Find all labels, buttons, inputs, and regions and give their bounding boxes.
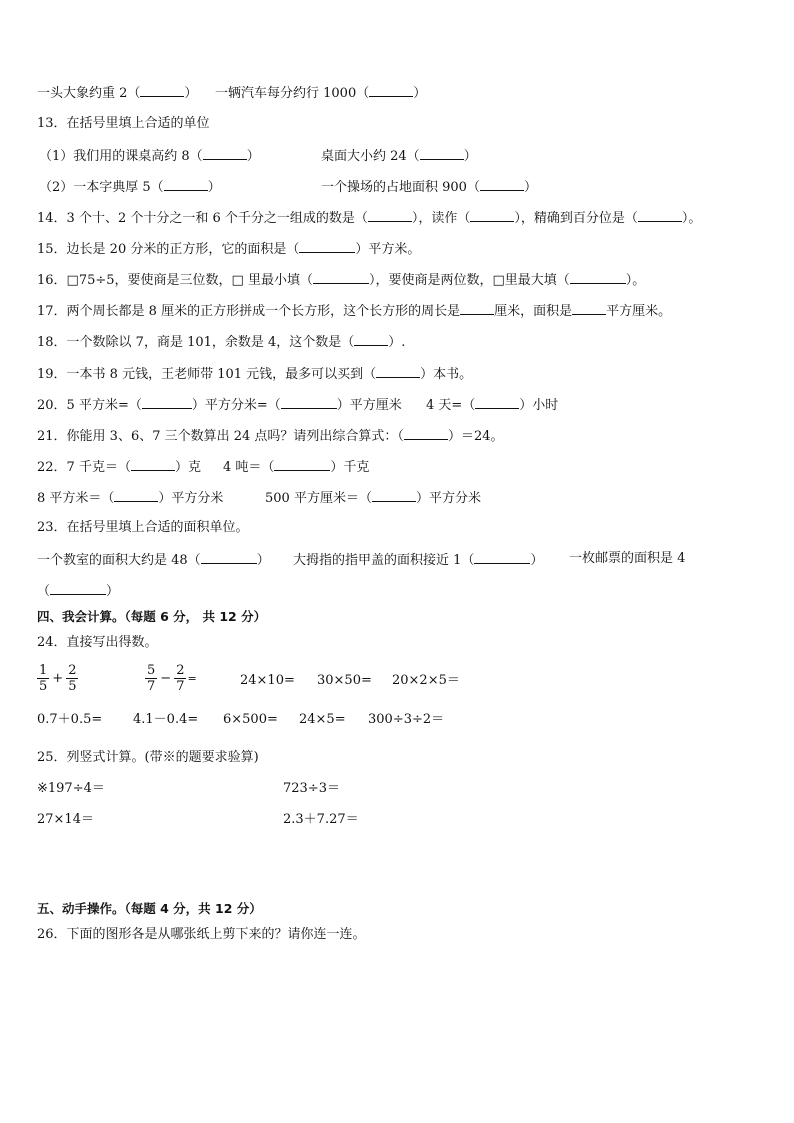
question-text: 18．一个数除以 7，商是 101，余数是 4，这个数是（ xyxy=(37,335,355,350)
line-segment xyxy=(37,426,503,446)
line-segment xyxy=(569,550,685,568)
question-text: 22．7 千克＝（ xyxy=(37,460,131,475)
answer-blank[interactable] xyxy=(274,457,330,471)
question-text: 4 吨＝（ xyxy=(223,460,275,475)
line-segment xyxy=(37,608,266,626)
question-text: 17．两个周长都是 8 厘米的正方形拼成一个长方形，这个长方形的周长是 xyxy=(37,304,461,319)
answer-blank[interactable] xyxy=(475,395,519,409)
question-text: 一个操场的占地面积 900（ xyxy=(321,180,480,195)
equals-sign: = xyxy=(187,671,197,685)
question-text: 五、动手操作。（每题 4 分，共 12 分） xyxy=(37,901,262,916)
line-segment xyxy=(39,177,221,197)
answer-blank[interactable] xyxy=(372,488,416,502)
denominator: 7 xyxy=(147,679,156,694)
answer-blank[interactable] xyxy=(638,208,682,222)
calc-problem: 20×2×5＝ xyxy=(392,673,460,688)
denominator: 5 xyxy=(39,679,48,694)
line-segment xyxy=(223,711,278,729)
question-text: （2）一本字典厚 5（ xyxy=(39,180,164,195)
question-text: 500 平方厘米＝（ xyxy=(265,491,372,506)
question-text: ）。 xyxy=(625,273,646,288)
operator: − xyxy=(160,670,172,686)
line-segment xyxy=(37,581,119,601)
question-text: 一个教室的面积大约是 48（ xyxy=(37,553,201,568)
answer-blank[interactable] xyxy=(164,177,208,191)
line-segment xyxy=(37,364,472,384)
question-text: ），要使商是两位数，□里最大填（ xyxy=(368,273,570,288)
answer-blank[interactable] xyxy=(203,146,247,160)
question-text: ）平方分米 xyxy=(415,491,481,506)
answer-blank[interactable] xyxy=(480,177,524,191)
question-text: 25．列竖式计算。(带※的题要求验算) xyxy=(37,750,259,765)
question-text: ），精确到百分位是（ xyxy=(514,211,638,226)
question-line-q23 xyxy=(37,519,757,537)
question-text: 4.1－0.4= xyxy=(133,712,199,727)
operator: + xyxy=(52,670,64,686)
question-text: 24．直接写出得数。 xyxy=(37,635,158,650)
line-segment xyxy=(37,301,671,321)
fraction xyxy=(37,663,49,694)
line-segment xyxy=(37,780,105,798)
question-line-q22a xyxy=(37,457,757,475)
question-line-q21 xyxy=(37,426,757,444)
question-line-sec5 xyxy=(37,900,757,918)
answer-blank[interactable] xyxy=(114,488,158,502)
question-text: 15．边长是 20 分米的正方形，它的面积是（ xyxy=(37,242,300,257)
question-text: 桌面大小约 24（ xyxy=(321,149,420,164)
question-text: ） xyxy=(246,149,260,164)
question-text: ）平方分米 xyxy=(158,491,224,506)
answer-blank[interactable] xyxy=(368,208,412,222)
line-segment xyxy=(133,711,198,729)
answer-blank[interactable] xyxy=(570,270,626,284)
line-segment xyxy=(223,457,369,477)
line-segment xyxy=(37,926,366,944)
question-line-q24b xyxy=(37,711,757,729)
question-text: 27×14＝ xyxy=(37,812,94,827)
question-text: 19．一本书 8 元钱，王老师带 101 元钱，最多可以买到（ xyxy=(37,367,377,382)
numerator: 1 xyxy=(39,663,48,678)
line-segment xyxy=(37,239,420,259)
answer-blank[interactable] xyxy=(474,550,530,564)
line-segment xyxy=(37,270,645,290)
question-line-q25a xyxy=(37,780,757,798)
line-segment xyxy=(283,780,340,798)
question-text: 26．下面的图形各是从哪张纸上剪下来的？请你连一连。 xyxy=(37,927,366,942)
line-segment xyxy=(37,488,223,508)
fraction xyxy=(174,663,186,694)
question-text: 300÷3÷2＝ xyxy=(368,712,445,727)
question-text: ）平方厘米 xyxy=(336,398,402,413)
question-text: 13．在括号里填上合适的单位 xyxy=(37,116,210,131)
question-text: ） xyxy=(413,86,427,101)
calc-row-fractions xyxy=(37,663,757,699)
question-line-sec4 xyxy=(37,608,757,626)
question-line-q25 xyxy=(37,749,757,767)
line-segment xyxy=(265,488,481,508)
line-segment xyxy=(37,811,94,829)
line-segment xyxy=(426,395,558,415)
line-segment xyxy=(37,208,701,228)
numerator: 2 xyxy=(176,663,185,678)
question-line-q13b xyxy=(37,177,757,195)
answer-blank[interactable] xyxy=(369,83,413,97)
question-text: 2.3＋7.27＝ xyxy=(283,812,359,827)
line-segment xyxy=(293,550,543,570)
question-text: 14．3 个十、2 个十分之一和 6 个千分之一组成的数是（ xyxy=(37,211,368,226)
question-text: ），读作（ xyxy=(411,211,471,226)
question-text: 16．□75÷5，要使商是三位数，□ 里最小填（ xyxy=(37,273,313,288)
question-text: ） xyxy=(256,553,270,568)
answer-blank[interactable] xyxy=(299,239,355,253)
question-text: 四、我会计算。（每题 6 分， 共 12 分） xyxy=(37,609,267,624)
question-text: 一枚邮票的面积是 4 xyxy=(569,551,686,566)
question-line-q25b xyxy=(37,811,757,829)
question-line-q23b xyxy=(37,581,757,599)
numerator: 5 xyxy=(147,663,156,678)
line-segment xyxy=(37,332,405,352)
numerator: 2 xyxy=(68,663,77,678)
answer-blank[interactable] xyxy=(131,457,175,471)
question-text: ） xyxy=(530,553,544,568)
question-text: 0.7＋0.5= xyxy=(37,712,103,727)
line-segment xyxy=(37,115,210,133)
question-line-q15 xyxy=(37,239,757,257)
question-text: （ xyxy=(37,584,51,599)
question-line-q18 xyxy=(37,332,757,350)
answer-underline[interactable] xyxy=(460,301,494,315)
question-line-q13a xyxy=(37,146,757,164)
line-segment xyxy=(321,177,537,197)
question-text: 24×5= xyxy=(299,712,346,727)
line-segment xyxy=(37,457,201,477)
question-line-q17 xyxy=(37,301,757,319)
line-segment xyxy=(37,634,158,652)
answer-blank[interactable] xyxy=(420,146,464,160)
line-segment xyxy=(37,395,402,415)
question-text: ）小时 xyxy=(519,398,559,413)
line-segment xyxy=(283,811,359,829)
question-text: ）. xyxy=(388,335,406,350)
answer-blank[interactable] xyxy=(313,270,369,284)
line-segment xyxy=(299,711,346,729)
question-line-q19 xyxy=(37,364,757,382)
calc-problem: 24×10= xyxy=(240,673,295,688)
line-segment xyxy=(321,146,477,166)
question-text: ）千克 xyxy=(330,460,370,475)
question-text: 8 平方米＝（ xyxy=(37,491,115,506)
line-segment xyxy=(215,83,426,103)
question-text: ） xyxy=(523,180,537,195)
question-text: 一辆汽车每分约行 1000（ xyxy=(215,86,370,101)
fraction xyxy=(66,663,78,694)
fraction-expression xyxy=(145,663,200,694)
line-segment xyxy=(37,519,249,537)
question-line-l1 xyxy=(37,83,757,101)
answer-blank[interactable] xyxy=(201,550,257,564)
line-segment xyxy=(37,749,259,767)
question-text: ）本书。 xyxy=(420,367,473,382)
denominator: 5 xyxy=(68,679,77,694)
question-text: 23．在括号里填上合适的面积单位。 xyxy=(37,520,249,535)
question-text: 723÷3＝ xyxy=(283,781,340,796)
line-segment xyxy=(368,711,444,729)
answer-blank[interactable] xyxy=(281,395,337,409)
question-text: 21．你能用 3、6、7 三个数算出 24 点吗？请列出综合算式：（ xyxy=(37,429,404,444)
question-text: 平方厘米。 xyxy=(606,304,672,319)
question-line-q24 xyxy=(37,634,757,652)
question-text: ）平方分米=（ xyxy=(191,398,281,413)
answer-blank[interactable] xyxy=(354,332,388,346)
answer-blank[interactable] xyxy=(404,426,448,440)
question-text: ） xyxy=(463,149,477,164)
question-text: 厘米，面积是 xyxy=(494,304,573,319)
answer-blank[interactable] xyxy=(376,364,420,378)
question-text: （1）我们用的课桌高约 8（ xyxy=(39,149,203,164)
denominator: 7 xyxy=(176,679,185,694)
question-text: ）。 xyxy=(681,211,702,226)
answer-blank[interactable] xyxy=(142,395,192,409)
fraction-expression xyxy=(37,663,78,694)
question-text: 一头大象约重 2（ xyxy=(37,86,141,101)
line-segment xyxy=(37,550,270,570)
question-text: ）平方米。 xyxy=(355,242,421,257)
question-line-q14 xyxy=(37,208,757,226)
question-text: ）＝24。 xyxy=(447,429,504,444)
answer-blank[interactable] xyxy=(140,83,184,97)
answer-blank[interactable] xyxy=(50,581,106,595)
question-text: 6×500= xyxy=(223,712,278,727)
question-text: 大拇指的指甲盖的面积接近 1（ xyxy=(293,553,475,568)
answer-blank[interactable] xyxy=(470,208,514,222)
question-line-q23a xyxy=(37,550,757,568)
calc-problem: 30×50= xyxy=(317,673,372,688)
question-line-q22b xyxy=(37,488,757,506)
line-segment xyxy=(37,900,262,918)
question-line-q13 xyxy=(37,115,757,133)
answer-underline[interactable] xyxy=(572,301,606,315)
line-segment xyxy=(37,83,197,103)
question-text: ） xyxy=(207,180,221,195)
question-text: 20．5 平方米=（ xyxy=(37,398,142,413)
question-text: ） xyxy=(184,86,198,101)
question-text: ※197÷4＝ xyxy=(37,781,105,796)
question-text: ）克 xyxy=(174,460,201,475)
line-segment xyxy=(37,711,102,729)
question-line-q20 xyxy=(37,395,757,413)
question-text: ） xyxy=(106,584,120,599)
question-line-q16 xyxy=(37,270,757,288)
fraction xyxy=(145,663,157,694)
question-text: 4 天=（ xyxy=(426,398,476,413)
question-line-q26 xyxy=(37,926,757,944)
line-segment xyxy=(39,146,260,166)
